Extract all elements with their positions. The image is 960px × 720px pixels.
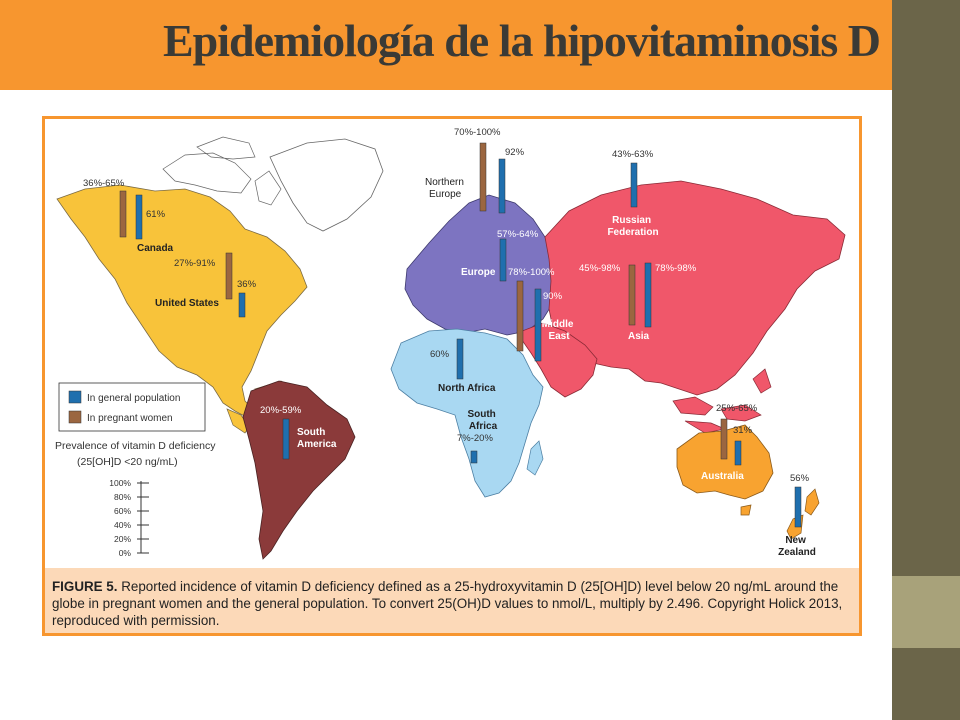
bar-russia-general: [631, 163, 637, 207]
slide-title: Epidemiología de la hipovitaminosis D: [162, 15, 880, 66]
bar-asia-general: [645, 263, 651, 327]
label-us-general: 36%: [237, 279, 257, 290]
prevalence-label-line-2: (25[OH]D <20 ng/mL): [77, 456, 178, 468]
label-australia-general: 31%: [733, 425, 753, 436]
region-south-africa-line-2: Africa: [468, 421, 498, 432]
region-north-africa: North Africa: [438, 383, 496, 394]
world-map: [45, 119, 859, 568]
region-russia-line-1: Russian: [612, 215, 652, 226]
legend-swatch-pregnant: [69, 411, 81, 423]
label-south-africa-general: 7%-20%: [457, 433, 493, 444]
label-new-zealand-general: 56%: [790, 473, 810, 484]
label-asia-general: 78%-98%: [655, 263, 697, 274]
region-asia: Asia: [628, 331, 650, 342]
region-south-america-line-1: South: [297, 427, 326, 438]
bar-canada-general: [136, 195, 142, 239]
scale-label-0: 0%: [118, 548, 131, 558]
label-europe-general: 57%-64%: [497, 229, 539, 240]
bar-canada-pregnant: [120, 191, 126, 237]
legend-label-general: In general population: [87, 393, 181, 404]
bar-europe-general: [500, 239, 506, 281]
label-northern-europe-pregnant: 70%-100%: [454, 127, 501, 138]
caption-text: Reported incidence of vitamin D deficiency defined as a 25-hydroxyvitamin D (25[OH]D) level below 20 ng/mL around the globe in pregnant women and the general population. To convert 25(OH)D values to nmol/L, multiply by 2.496. Copyright Holick 2013, reproduced with permission.: [52, 579, 843, 628]
label-north-africa-general: 60%: [430, 349, 450, 360]
bar-south-america-general: [283, 419, 289, 459]
bar-australia-general: [735, 441, 741, 465]
sidebar-decor-middle: [892, 576, 960, 648]
prevalence-label-line-1: Prevalence of vitamin D deficiency: [55, 440, 216, 452]
region-russia: [607, 215, 658, 238]
legend-swatch-general: [69, 391, 81, 403]
label-middle-east-pregnant: 78%-100%: [508, 267, 555, 278]
label-us-pregnant: 27%-91%: [174, 258, 216, 269]
region-new-zealand-line-2: Zealand: [778, 547, 816, 558]
region-south-america-line-2: America: [297, 439, 337, 450]
label-middle-east-general: 90%: [543, 291, 563, 302]
region-us: United States: [155, 298, 219, 309]
label-canada-general: 61%: [146, 209, 166, 220]
label-northern-europe-general: 92%: [505, 147, 525, 158]
region-northern-europe-line-1: Northern: [425, 177, 464, 188]
region-europe: Europe: [461, 267, 496, 278]
bar-middle-east-pregnant: [517, 281, 523, 351]
scale-label-40: 40%: [113, 520, 131, 530]
bar-australia-pregnant: [721, 419, 727, 459]
bar-middle-east-general: [535, 289, 541, 361]
sidebar-decor-top: [892, 0, 960, 576]
scale-label-60: 60%: [113, 506, 131, 516]
bar-asia-pregnant: [629, 265, 635, 325]
label-australia-pregnant: 25%-65%: [716, 403, 758, 414]
caption-label: FIGURE 5.: [52, 579, 118, 594]
bar-new-zealand-general: [795, 487, 801, 527]
label-south-america-general: 20%-59%: [260, 405, 302, 416]
scale-label-100: 100%: [109, 478, 131, 488]
region-middle-east-line-2: East: [548, 331, 570, 342]
scale-label-80: 80%: [113, 492, 131, 502]
region-australia: Australia: [701, 471, 744, 482]
sidebar-decor-bottom: [892, 648, 960, 720]
region-northern-europe: [425, 177, 467, 200]
region-south-africa-line-1: South: [467, 409, 496, 420]
bar-northern-europe-general: [499, 159, 505, 213]
legend-label-pregnant: In pregnant women: [87, 413, 173, 424]
label-canada-pregnant: 36%-65%: [83, 178, 125, 189]
region-new-zealand-line-1: New: [785, 535, 806, 546]
region-russia-line-2: Federation: [607, 227, 659, 238]
region-south-africa: [467, 409, 498, 432]
region-middle-east-line-1: Middle: [541, 319, 574, 330]
region-northern-europe-line-2: Europe: [429, 189, 462, 200]
scale-label-20: 20%: [113, 534, 131, 544]
figure-caption: [52, 578, 852, 629]
bar-north-africa-general: [457, 339, 463, 379]
tasmania-shape: [741, 505, 751, 515]
region-canada: Canada: [137, 243, 174, 254]
bar-south-africa-general: [471, 451, 477, 463]
bar-us-pregnant: [226, 253, 232, 299]
bar-us-general: [239, 293, 245, 317]
label-russia-general: 43%-63%: [612, 149, 654, 160]
bar-northern-europe-pregnant: [480, 143, 486, 211]
label-asia-pregnant: 45%-98%: [579, 263, 621, 274]
